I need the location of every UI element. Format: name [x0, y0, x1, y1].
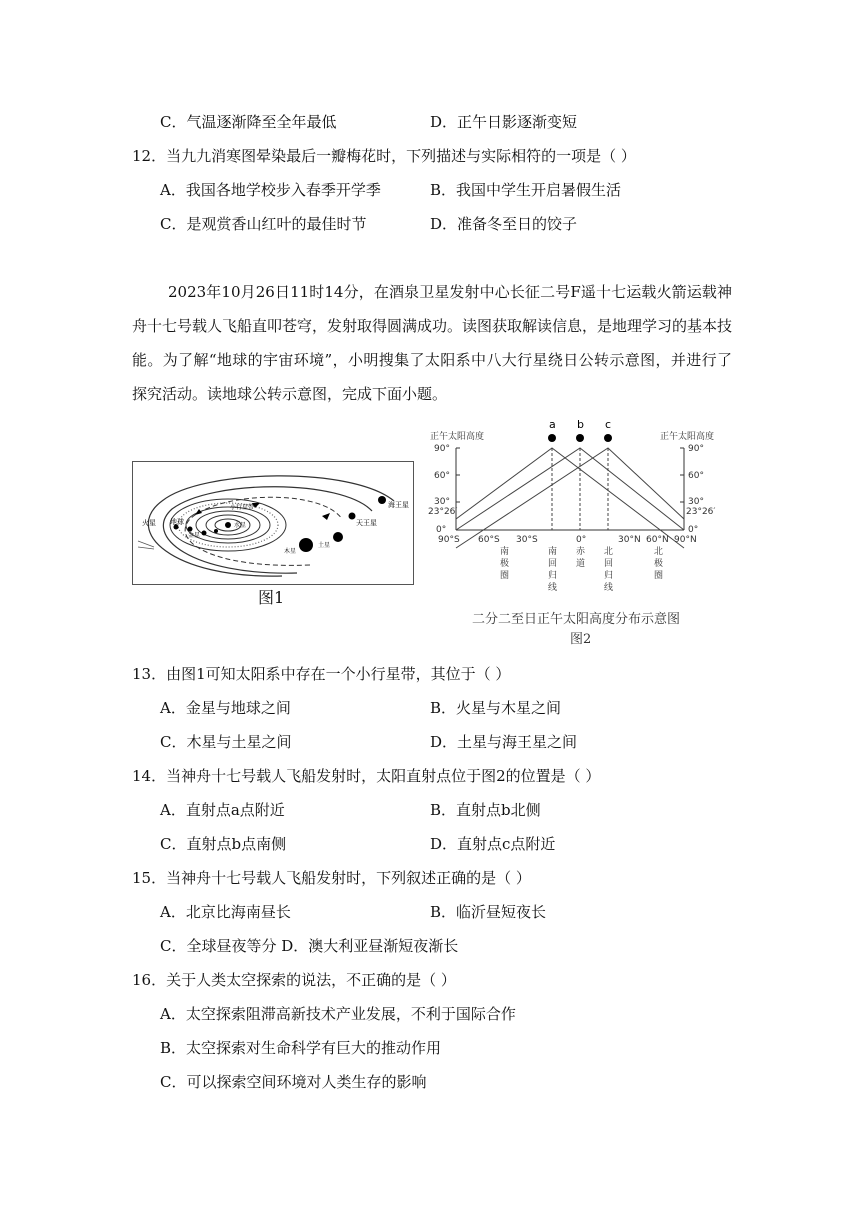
x-tick-90s: 90°S: [438, 535, 460, 545]
q12-option-c: C．是观赏香山红叶的最佳时节: [160, 215, 367, 233]
x-tick-60n: 60°N: [646, 535, 669, 545]
x-tick-0: 0°: [576, 535, 587, 545]
reading-passage-text: 2023年10月26日11时14分，在酒泉卫星发射中心长征二号F遥十七运载火箭运载神舟十七号载人飞船直叩苍穹，发射取得圆满成功。读图获取解读信息，是地理学习的基本技能。为了解“地球的宇宙环境”，小明搜集了太阳系中八大行星绕日公转示意图，并进行了探究活动。读地球公转示意图，完成下面小题。: [132, 283, 733, 403]
q16-stem: 16．关于人类太空探索的说法，不正确的是（ ）: [132, 971, 456, 989]
q14-option-b: B．直射点b北侧: [430, 801, 541, 819]
q15-option-b: B．临沂昼短夜长: [430, 903, 547, 921]
q12-stem: 12．当九九消寒图晕染最后一瓣梅花时，下列描述与实际相符的一项是（ ）: [132, 147, 636, 165]
sun-c-icon: [604, 434, 612, 442]
q13-option-c: C．木星与土星之间: [160, 733, 292, 751]
q16-option-c: C．可以探索空间环境对人类生存的影响: [160, 1073, 427, 1091]
left-tick-2326: 23°26′: [428, 507, 458, 517]
q16-option-b: B．太空探索对生命科学有巨大的推动作用: [160, 1039, 442, 1057]
label-uranus: 天王星: [356, 519, 377, 527]
q13-option-a: A．金星与地球之间: [160, 699, 291, 717]
lat-north-polar-3: 圈: [654, 571, 664, 581]
label-mars: 火星: [142, 519, 156, 527]
q13-stem: 13．由图1可知太阳系中存在一个小行星带，其位于（ ）: [132, 665, 511, 683]
figure-2: [428, 418, 728, 647]
uranus-icon: [349, 513, 356, 520]
q12-option-a: A．我国各地学校步入春季开学季: [160, 181, 381, 199]
mercury-icon: [214, 529, 218, 533]
q14-option-c: C．直射点b点南侧: [160, 835, 287, 853]
sun-altitude-diagram: [428, 418, 728, 598]
figure-2-caption: 图2: [570, 632, 592, 647]
label-venus: 金星: [188, 532, 201, 539]
x-tick-30n: 30°N: [618, 535, 641, 545]
venus-icon: [202, 531, 207, 536]
lat-south-polar-2: 极: [500, 559, 510, 569]
q15-option-a: A．北京比海南昼长: [160, 903, 291, 921]
lat-north-polar-1: 北: [654, 547, 664, 557]
lat-tropic-can-2: 回: [604, 559, 614, 569]
label-jupiter: 木星: [284, 548, 297, 555]
lat-tropic-can-3: 归: [604, 571, 614, 581]
lat-tropic-cap-4: 线: [548, 583, 558, 593]
left-tick-30: 30°: [434, 497, 450, 507]
figure-1-caption: 图1: [258, 588, 285, 607]
label-mercury: 水星: [234, 522, 247, 529]
q15-stem: 15．当神舟十七号载人飞船发射时，下列叙述正确的是（ ）: [132, 869, 531, 887]
label-earth: 地球: [170, 518, 184, 526]
right-tick-0: 0°: [688, 525, 699, 535]
lat-equator-2: 道: [576, 559, 586, 569]
lat-south-polar-3: 圈: [500, 571, 510, 581]
x-tick-90n: 90°N: [674, 535, 697, 545]
q14-option-d: D．直射点c点附近: [430, 835, 556, 853]
figure-1: [132, 461, 414, 607]
right-axis-title: 正午太阳高度: [660, 432, 715, 442]
q15-option-cd: C．全球昼夜等分 D．澳大利亚昼渐短夜渐长: [160, 937, 459, 955]
label-neptune: 海王星: [388, 501, 409, 509]
point-c-label: c: [605, 418, 612, 431]
right-tick-60: 60°: [688, 471, 704, 481]
lat-tropic-cap-2: 回: [548, 559, 558, 569]
left-tick-90: 90°: [434, 444, 450, 454]
solar-system-diagram: [132, 461, 414, 585]
lat-tropic-cap-1: 南: [548, 547, 558, 557]
sun-icon: [225, 522, 231, 528]
lat-tropic-can-4: 线: [604, 583, 614, 593]
q14-option-a: A．直射点a点附近: [160, 801, 285, 819]
earth-icon: [188, 527, 193, 532]
left-axis-title: 正午太阳高度: [430, 432, 485, 442]
label-belt: 小行星带: [230, 504, 255, 511]
neptune-icon: [378, 496, 386, 504]
point-a-label: a: [549, 418, 556, 431]
point-b-label: b: [577, 418, 584, 431]
saturn-icon: [333, 532, 343, 542]
label-saturn: 土星: [318, 542, 331, 549]
left-tick-60: 60°: [434, 471, 450, 481]
x-tick-60s: 60°S: [478, 535, 500, 545]
lat-tropic-cap-3: 归: [548, 571, 558, 581]
right-tick-90: 90°: [688, 444, 704, 454]
lat-north-polar-2: 极: [654, 559, 664, 569]
x-tick-30s: 30°S: [516, 535, 538, 545]
q12-option-b: B．我国中学生开启暑假生活: [430, 181, 622, 199]
sun-b-icon: [576, 434, 584, 442]
q13-option-d: D．土星与海王星之间: [430, 733, 578, 751]
right-tick-30: 30°: [688, 497, 704, 507]
figure-2-title: 二分二至日正午太阳高度分布示意图: [472, 612, 681, 627]
q16-option-a: A．太空探索阻滞高新技术产业发展，不利于国际合作: [160, 1005, 516, 1023]
q13-option-b: B．火星与木星之间: [430, 699, 562, 717]
q14-stem: 14．当神舟十七号载人飞船发射时，太阳直射点位于图2的位置是（ ）: [132, 767, 601, 785]
lat-south-polar-1: 南: [500, 547, 510, 557]
q11-option-c: C．气温逐渐降至全年最低: [160, 113, 337, 131]
q12-option-d: D．准备冬至日的饺子: [430, 215, 578, 233]
lat-equator-1: 赤: [576, 547, 586, 557]
right-tick-2326: 23°26′: [686, 507, 716, 517]
sun-a-icon: [548, 434, 556, 442]
jupiter-icon: [299, 538, 313, 552]
left-tick-0: 0°: [436, 525, 447, 535]
reading-passage: [132, 275, 732, 411]
lat-tropic-can-1: 北: [604, 547, 614, 557]
q11-option-d: D．正午日影逐渐变短: [430, 113, 578, 131]
